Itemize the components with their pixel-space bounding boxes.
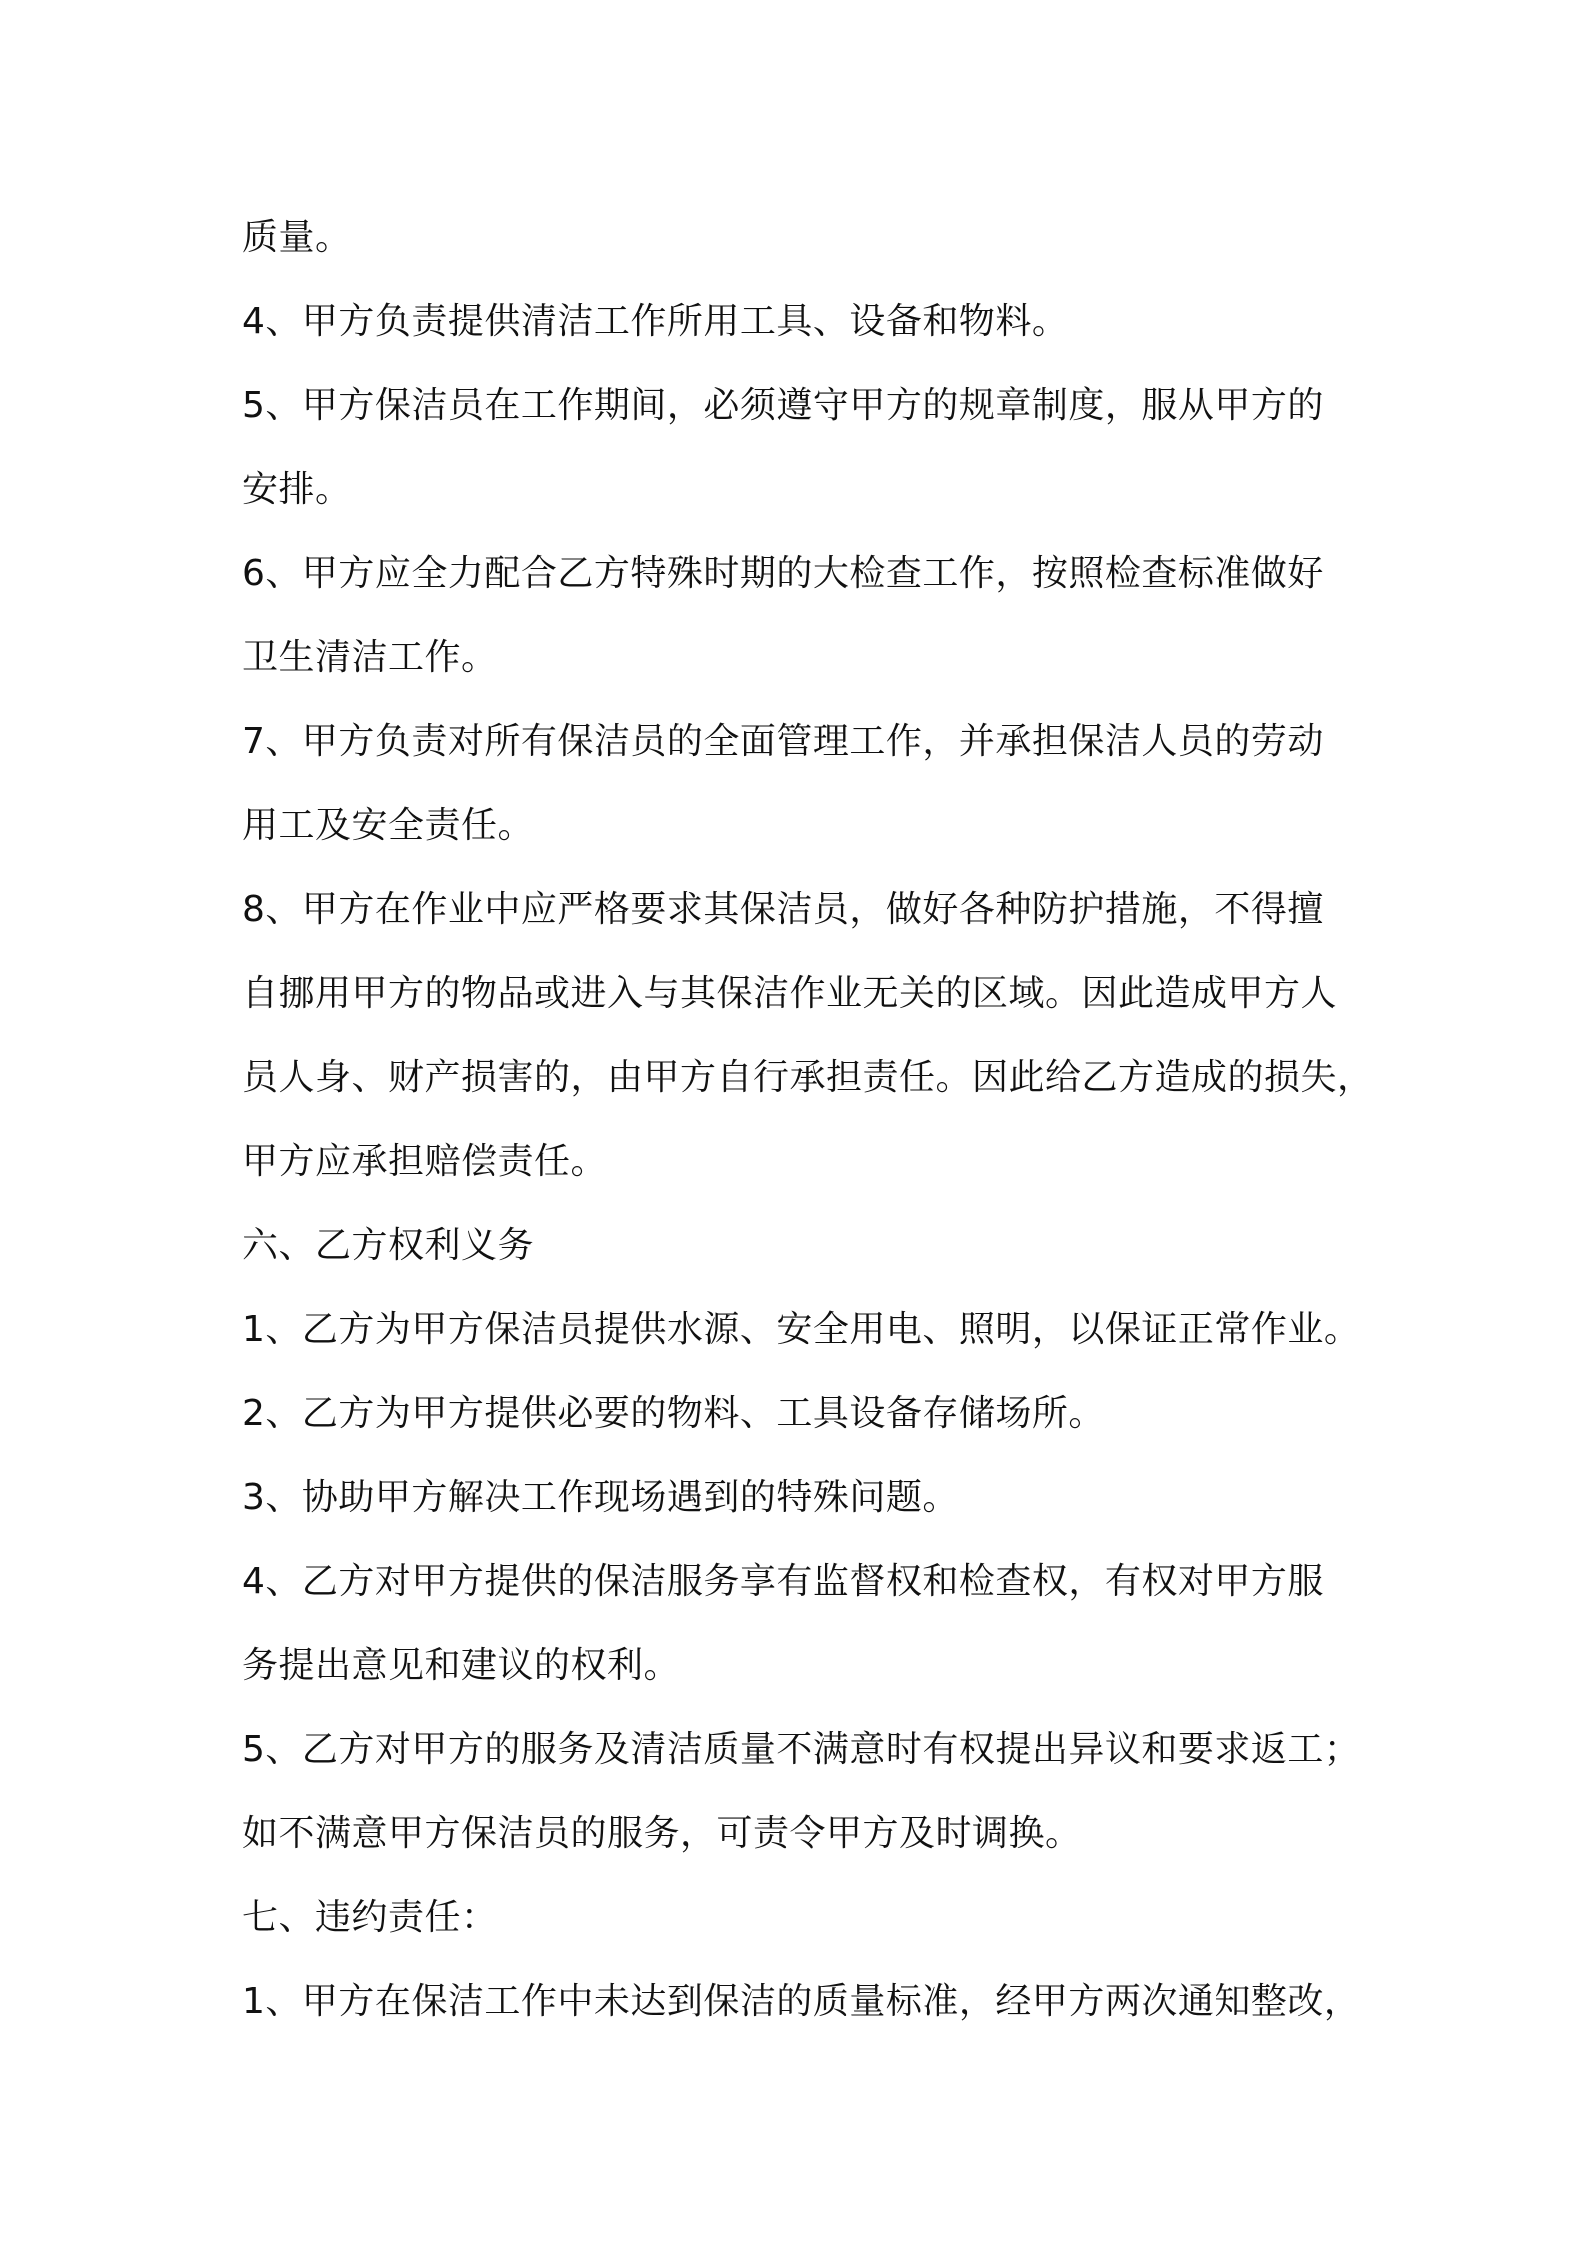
section-heading: 六、乙方权利义务 [242,1225,535,1266]
text-line: 甲方应承担赔偿责任。 [242,1141,608,1182]
text-line: 务提出意见和建议的权利。 [242,1645,681,1686]
text-line: 2、乙方为甲方提供必要的物料、工具设备存储场所。 [242,1393,1105,1434]
text-line: 用工及安全责任。 [242,805,535,846]
text-line: 3、协助甲方解决工作现场遇到的特殊问题。 [242,1477,959,1518]
text-line: 安排。 [242,469,352,510]
text-line: 5、甲方保洁员在工作期间，必须遵守甲方的规章制度，服从甲方的 [242,385,1324,426]
text-line: 5、乙方对甲方的服务及清洁质量不满意时有权提出异议和要求返工； [242,1729,1361,1770]
text-line: 卫生清洁工作。 [242,637,498,678]
document-body [242,196,1382,2044]
text-line: 4、乙方对甲方提供的保洁服务享有监督权和检查权，有权对甲方服 [242,1561,1324,1602]
text-line: 自挪用甲方的物品或进入与其保洁作业无关的区域。因此造成甲方人 [242,973,1338,1014]
text-line: 6、甲方应全力配合乙方特殊时期的大检查工作，按照检查标准做好 [242,553,1324,594]
section-heading: 七、违约责任： [242,1897,498,1938]
text-line: 1、甲方在保洁工作中未达到保洁的质量标准，经甲方两次通知整改， [242,1981,1361,2022]
text-line: 员人身、财产损害的，由甲方自行承担责任。因此给乙方造成的损失， [242,1057,1374,1098]
text-line: 7、甲方负责对所有保洁员的全面管理工作，并承担保洁人员的劳动 [242,721,1324,762]
text-line: 8、甲方在作业中应严格要求其保洁员，做好各种防护措施，不得擅 [242,889,1324,930]
text-line: 4、甲方负责提供清洁工作所用工具、设备和物料。 [242,301,1069,342]
text-line: 1、乙方为甲方保洁员提供水源、安全用电、照明，以保证正常作业。 [242,1309,1361,1350]
text-line: 如不满意甲方保洁员的服务，可责令甲方及时调换。 [242,1813,1082,1854]
text-line: 质量。 [242,217,352,258]
